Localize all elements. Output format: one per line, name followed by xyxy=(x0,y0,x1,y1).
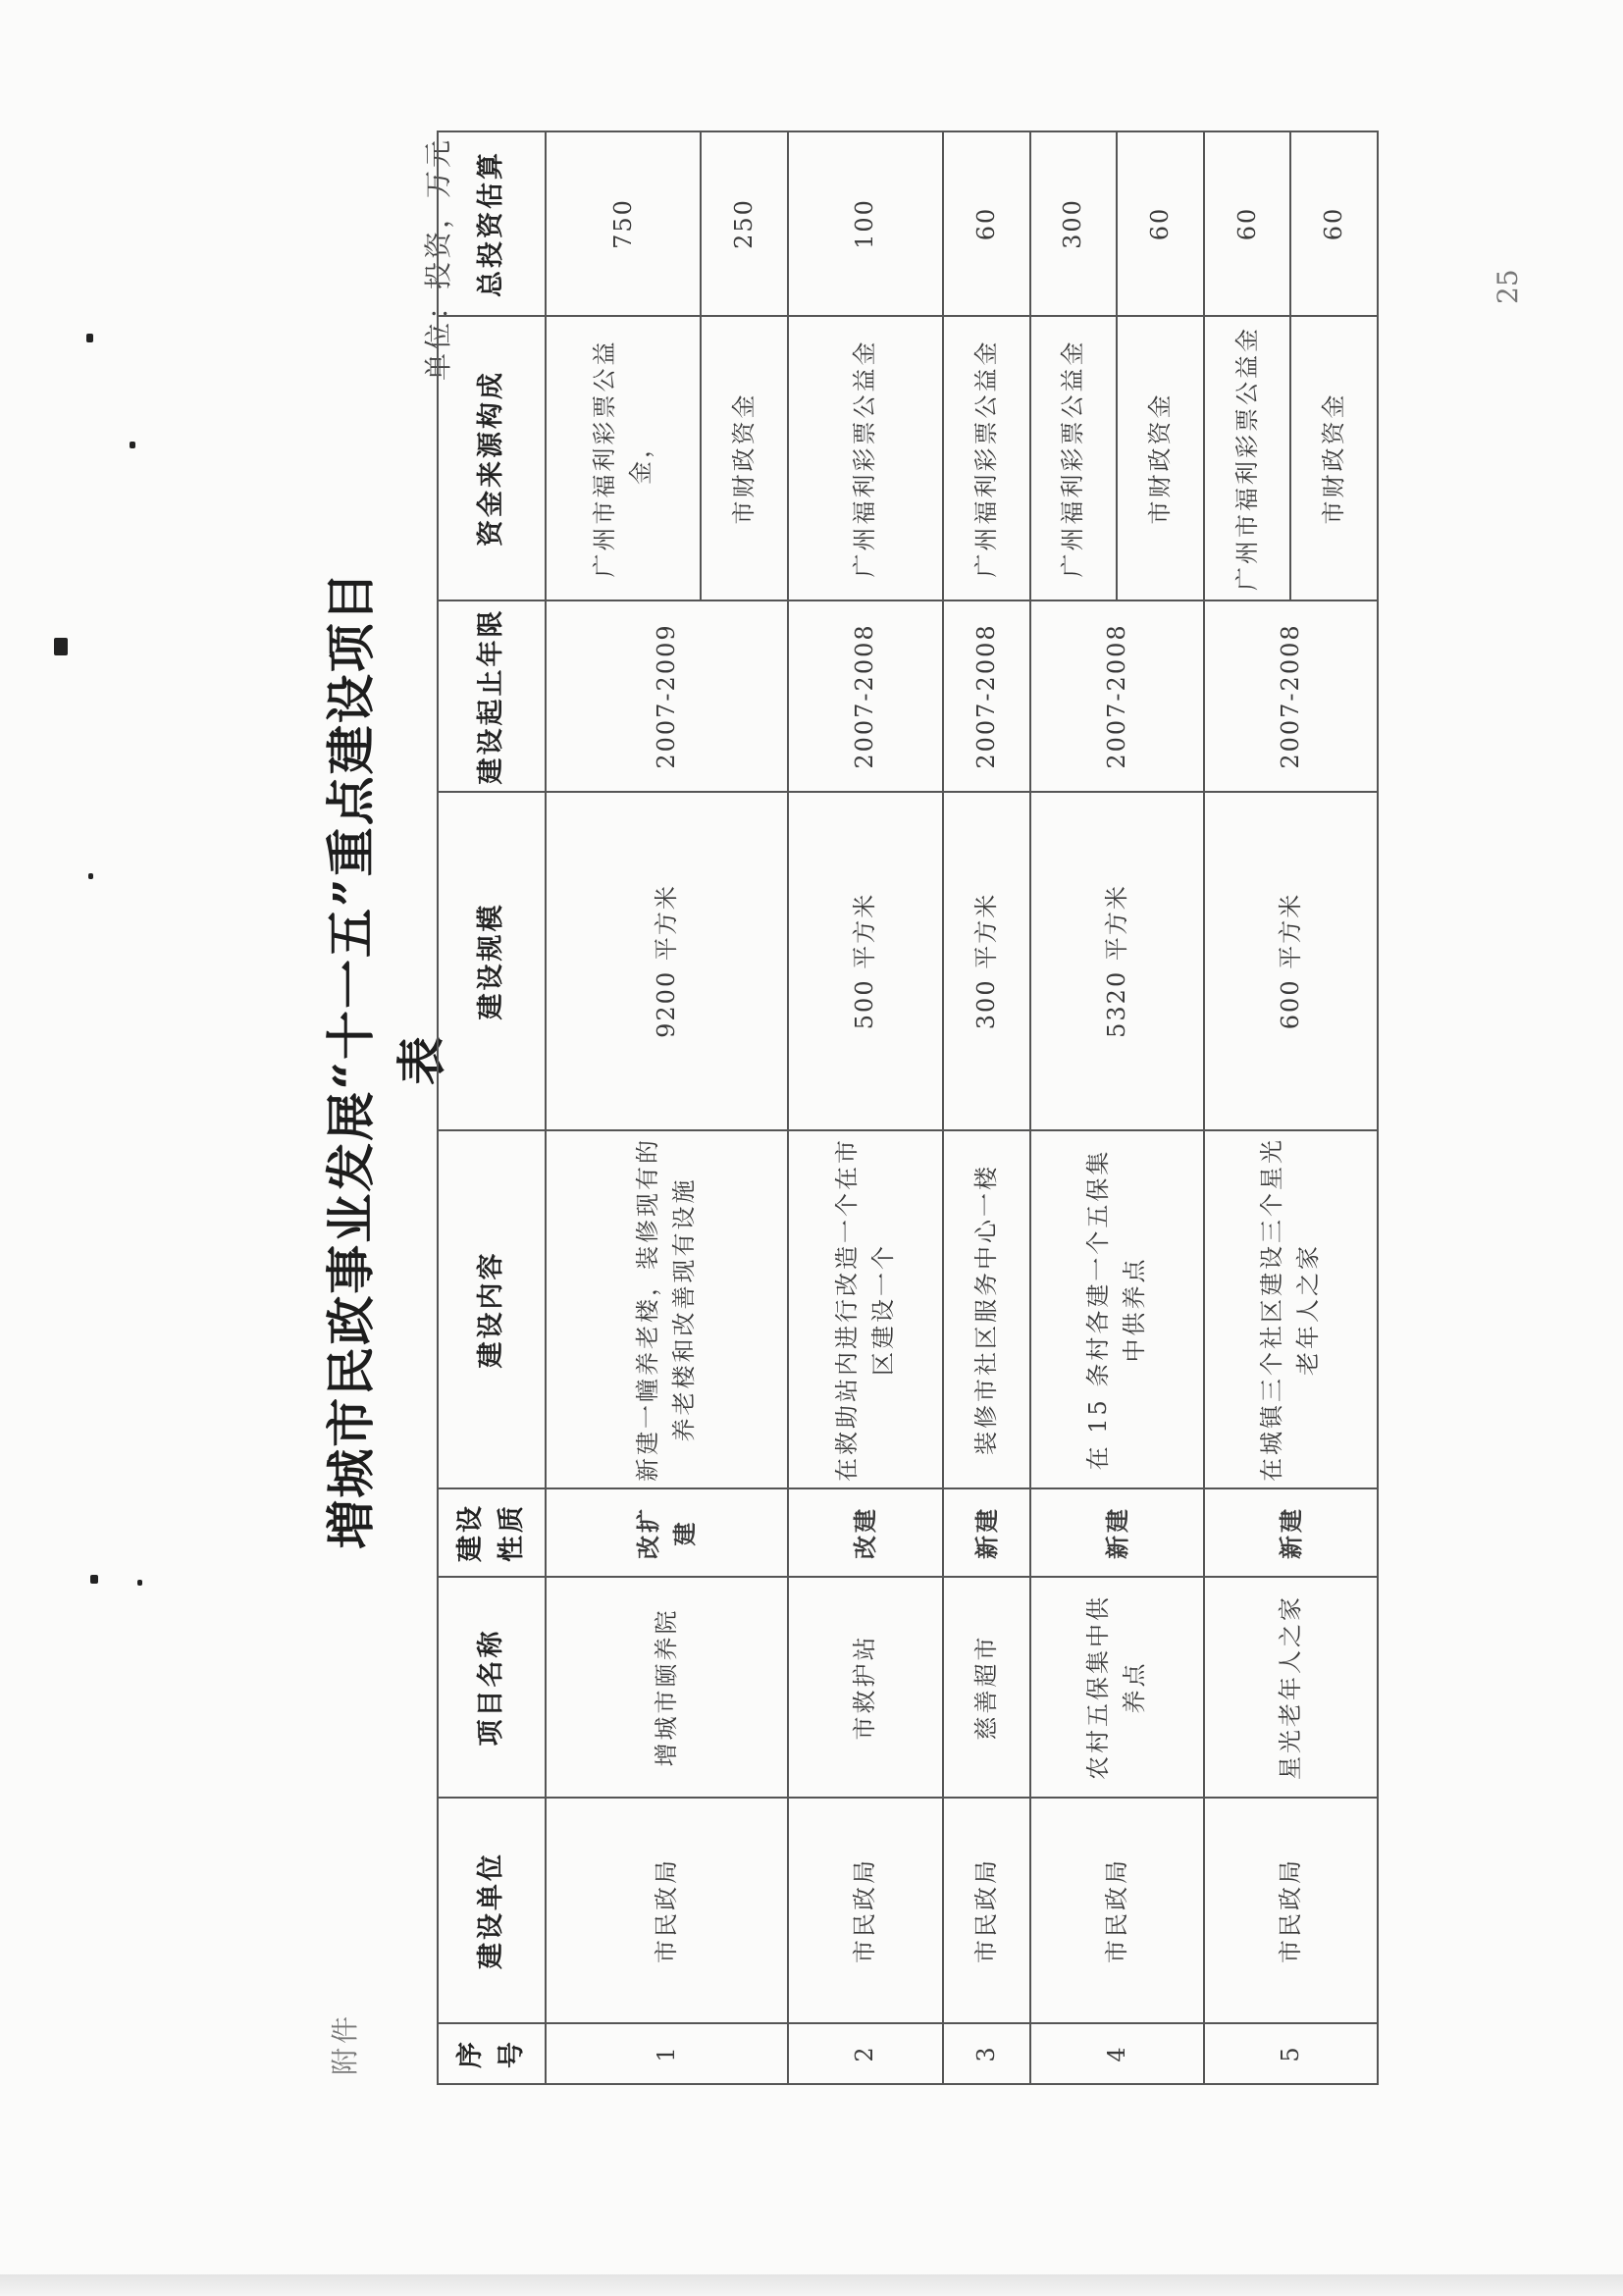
cell-period: 2007-2009 xyxy=(546,600,788,792)
cell-invest: 100 xyxy=(788,131,943,316)
cell-scale: 500 平方米 xyxy=(788,792,943,1130)
cell-seq: 4 xyxy=(1030,2023,1204,2084)
col-header-seq: 序号 xyxy=(438,2023,546,2084)
cell-invest: 60 xyxy=(943,131,1030,316)
table-row xyxy=(1204,131,1291,2084)
cell-seq: 2 xyxy=(788,2023,943,2084)
cell-period: 2007-2008 xyxy=(1030,600,1204,792)
cell-nature: 改扩建 xyxy=(546,1488,788,1577)
cell-unit: 市民政局 xyxy=(943,1798,1030,2023)
cell-content: 在 15 条村各建一个五保集中供养点 xyxy=(1030,1130,1204,1488)
col-header-invest: 总投资估算 xyxy=(438,131,546,316)
cell-source: 市财政资金 xyxy=(701,316,788,600)
cell-name: 慈善超市 xyxy=(943,1577,1030,1798)
cell-period: 2007-2008 xyxy=(788,600,943,792)
col-header-period: 建设起止年限 xyxy=(438,600,546,792)
table-header-row xyxy=(438,131,546,2084)
cell-period: 2007-2008 xyxy=(1204,600,1378,792)
cell-source: 广州福利彩票公益金 xyxy=(1030,316,1118,600)
cell-content: 新建一幢养老楼，装修现有的养老楼和改善现有设施 xyxy=(546,1130,788,1488)
cell-source: 广州市福利彩票公益金， xyxy=(546,316,701,600)
cell-invest: 250 xyxy=(701,131,788,316)
col-header-scale: 建设规模 xyxy=(438,792,546,1130)
cell-scale: 9200 平方米 xyxy=(546,792,788,1130)
table-row xyxy=(1030,131,1118,2084)
table-row xyxy=(546,131,701,2084)
cell-nature: 新建 xyxy=(1030,1488,1204,1577)
cell-source: 广州市福利彩票公益金 xyxy=(1204,316,1291,600)
cell-name: 市救护站 xyxy=(788,1577,943,1798)
col-header-source: 资金来源构成 xyxy=(438,316,546,600)
cell-scale: 5320 平方米 xyxy=(1030,792,1204,1130)
project-table xyxy=(437,130,1379,2085)
cell-seq: 5 xyxy=(1204,2023,1378,2084)
cell-invest: 300 xyxy=(1030,131,1118,316)
table-row xyxy=(943,131,1030,2084)
cell-source: 广州福利彩票公益金 xyxy=(788,316,943,600)
document-title: 増城市民政事业发展“十一五”重点建设项目表 xyxy=(322,570,450,1549)
cell-scale: 600 平方米 xyxy=(1204,792,1378,1130)
cell-name: 星光老年人之家 xyxy=(1204,1577,1378,1798)
col-header-content: 建设内容 xyxy=(438,1130,546,1488)
cell-source: 市财政资金 xyxy=(1117,316,1204,600)
cell-content: 在城镇三个社区建设三个星光老年人之家 xyxy=(1204,1130,1378,1488)
col-header-nature: 建设性质 xyxy=(438,1488,546,1577)
cell-unit: 市民政局 xyxy=(788,1798,943,2023)
cell-unit: 市民政局 xyxy=(1030,1798,1204,2023)
cell-content: 在救助站内进行改造一个在市区建设一个 xyxy=(788,1130,943,1488)
col-header-name: 项目名称 xyxy=(438,1577,546,1798)
cell-content: 装修市社区服务中心一楼 xyxy=(943,1130,1030,1488)
cell-seq: 1 xyxy=(546,2023,788,2084)
cell-source: 市财政资金 xyxy=(1290,316,1378,600)
col-header-unit: 建设单位 xyxy=(438,1798,546,2023)
cell-nature: 新建 xyxy=(1204,1488,1378,1577)
cell-name: 农村五保集中供养点 xyxy=(1030,1577,1204,1798)
cell-nature: 新建 xyxy=(943,1488,1030,1577)
unit-note: 单位：投资，万元 xyxy=(422,137,454,382)
cell-seq: 3 xyxy=(943,2023,1030,2084)
cell-unit: 市民政局 xyxy=(546,1798,788,2023)
cell-unit: 市民政局 xyxy=(1204,1798,1378,2023)
cell-invest: 60 xyxy=(1204,131,1291,316)
cell-nature: 改建 xyxy=(788,1488,943,1577)
attachment-label: 附件 xyxy=(329,2011,361,2075)
page-number: 25 xyxy=(1492,269,1524,304)
cell-period: 2007-2008 xyxy=(943,600,1030,792)
table-row xyxy=(788,131,943,2084)
cell-invest: 60 xyxy=(1117,131,1204,316)
cell-name: 增城市颐养院 xyxy=(546,1577,788,1798)
cell-invest: 750 xyxy=(546,131,701,316)
cell-invest: 60 xyxy=(1290,131,1378,316)
cell-source: 广州福利彩票公益金 xyxy=(943,316,1030,600)
cell-scale: 300 平方米 xyxy=(943,792,1030,1130)
